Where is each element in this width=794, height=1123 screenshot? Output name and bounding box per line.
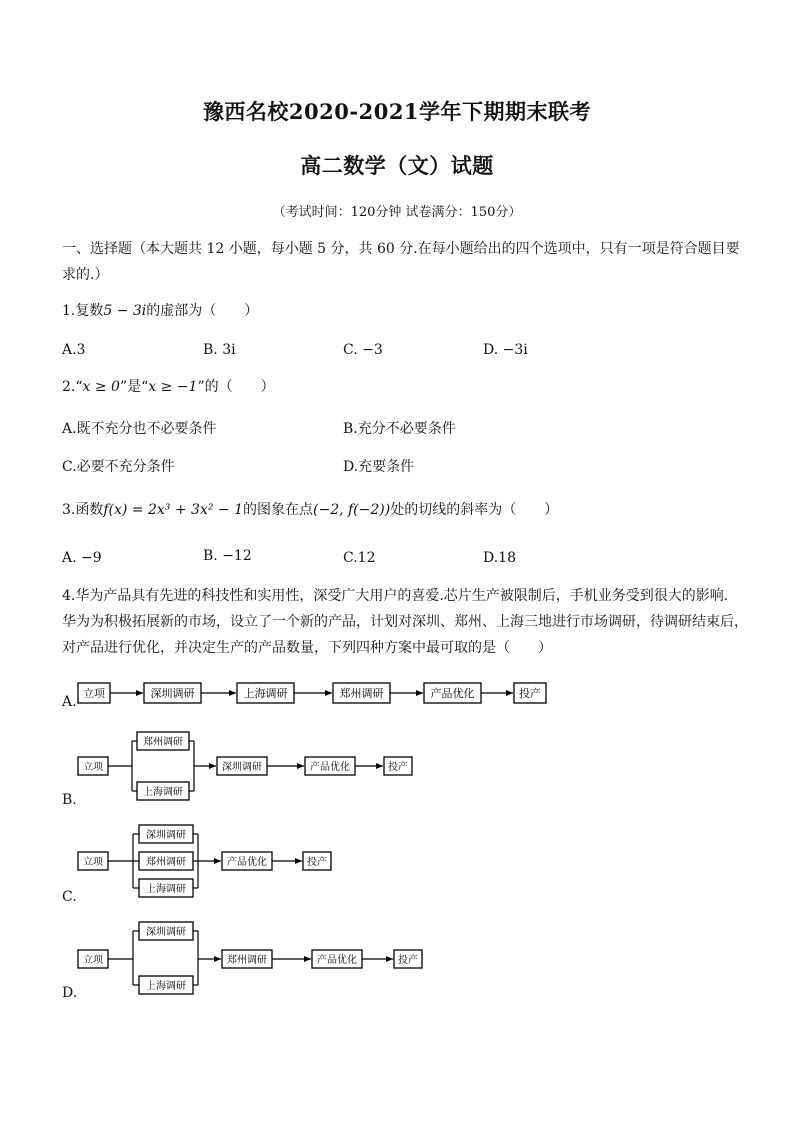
fc-b-box-1	[78, 757, 108, 775]
exam-subtitle: 高二数学（文）试题	[300, 153, 494, 178]
q4-option-c-label[interactable]: C.	[62, 889, 77, 905]
flowchart-c[interactable]	[78, 825, 331, 897]
q1-option-d[interactable]: D. −3i	[483, 342, 528, 358]
fc-b-text-6: 投产	[388, 762, 408, 773]
fc-a-text-3: 上海调研	[243, 687, 288, 700]
q4-stem-line2: 华为为积极拓展新的市场，设立了一个新的产品，计划对深圳、郑州、上海三地进行市场调研，待调研结束后，	[62, 614, 748, 630]
fc-c-text-3: 郑州调研	[146, 857, 186, 868]
q4-stem-line3: 对产品进行优化，并决定生产的产品数量，下列四种方案中最可取的是（ ）	[62, 640, 552, 656]
q4-option-d-label[interactable]: D.	[62, 985, 78, 1001]
fc-d-text-3: 上海调研	[146, 981, 186, 992]
flowchart-d[interactable]	[78, 922, 422, 994]
q2-stem-suffix: ”的（ ）	[197, 379, 275, 395]
fc-a-box-1	[78, 683, 110, 703]
fc-d-text-4: 郑州调研	[227, 955, 267, 966]
fc-b-box-3	[137, 782, 189, 800]
fc-d-box-3	[139, 976, 193, 994]
fc-a-box-2	[144, 683, 201, 703]
fc-c-text-6: 投产	[307, 857, 327, 868]
q3-point: (−2, f(−2))	[313, 502, 391, 518]
fc-b-text-3: 上海调研	[143, 787, 183, 798]
fc-c-box-3	[139, 852, 193, 870]
fc-c-box-4	[139, 879, 193, 897]
q3-option-a[interactable]: A. −9	[62, 550, 102, 566]
q1-stem-suffix: 的虚部为（ ）	[146, 303, 259, 319]
fc-b-text-2: 郑州调研	[143, 737, 183, 748]
q3-option-c[interactable]: C.12	[343, 550, 376, 566]
fc-b-box-5	[305, 757, 355, 775]
fc-b-text-1: 立项	[83, 762, 103, 773]
fc-c-text-2: 深圳调研	[146, 830, 186, 841]
fc-a-text-2: 深圳调研	[150, 687, 195, 700]
flowchart-a[interactable]	[78, 683, 546, 703]
q1-option-c[interactable]: C. −3	[343, 342, 383, 358]
q4-option-b-label[interactable]: B.	[62, 792, 77, 808]
q2-stem-mid: ”是“	[119, 379, 149, 395]
q3-stem-suffix: 处的切线的斜率为（ ）	[390, 502, 559, 518]
fc-b-text-5: 产品优化	[310, 762, 350, 773]
fc-b-box-2	[137, 732, 189, 750]
q4-option-a-label[interactable]: A.	[62, 694, 77, 710]
fc-a-box-6	[514, 683, 546, 703]
q2-option-a[interactable]: A.既不充分也不必要条件	[62, 421, 217, 437]
exam-info: （考试时间：120分钟 试卷满分：150分）	[272, 205, 522, 220]
fc-d-box-2	[139, 922, 193, 940]
fc-b-box-6	[384, 757, 412, 775]
fc-a-text-1: 立项	[83, 687, 105, 700]
section-instruction-line1: 一、选择题（本大题共 12 小题，每小题 5 分，共 60 分.在每小题给出的四个选项中，只有一项是符合题目要	[62, 241, 740, 257]
fc-a-box-4	[333, 683, 390, 703]
q2-option-c[interactable]: C.必要不充分条件	[62, 459, 175, 475]
fc-d-box-1	[78, 950, 108, 968]
exam-title: 豫西名校2020-2021学年下期期末联考	[202, 99, 592, 124]
q2-option-d[interactable]: D.充要条件	[343, 459, 415, 475]
fc-c-text-4: 上海调研	[146, 884, 186, 895]
fc-c-box-6	[303, 852, 331, 870]
fc-c-box-1	[78, 852, 108, 870]
flowchart-b[interactable]	[78, 732, 412, 800]
q2-option-b[interactable]: B.充分不必要条件	[343, 421, 456, 437]
q3-function: f(x) = 2x³ + 3x² − 1	[103, 502, 243, 518]
q1-expression: 5 − 3i	[103, 303, 147, 319]
fc-d-text-2: 深圳调研	[146, 927, 186, 938]
fc-a-text-5: 产品优化	[430, 687, 475, 700]
q3-option-b[interactable]: B. −12	[203, 548, 252, 564]
q1-option-a[interactable]: A.3	[62, 342, 86, 358]
q4-stem-line1: 4.华为产品具有先进的科技性和实用性，深受广大用户的喜爱.芯片生产被限制后，手机业务受到很大的影响.	[62, 588, 729, 604]
section-instruction-line2: 求的.）	[62, 267, 109, 283]
fc-c-box-2	[139, 825, 193, 843]
q3-stem-mid: 的图象在点	[243, 502, 313, 518]
fc-c-box-5	[222, 852, 272, 870]
fc-d-box-6	[394, 950, 422, 968]
fc-d-box-5	[312, 950, 362, 968]
fc-d-box-4	[222, 950, 272, 968]
fc-a-text-4: 郑州调研	[339, 687, 384, 700]
fc-b-box-4	[217, 757, 267, 775]
fc-a-text-6: 投产	[519, 687, 541, 700]
q2-condition-2: x ≥ −1	[148, 379, 198, 395]
q2-condition-1: x ≥ 0	[82, 379, 120, 395]
q2-stem-prefix: 2.“	[62, 379, 83, 395]
fc-c-text-5: 产品优化	[227, 857, 267, 868]
fc-d-text-1: 立项	[83, 955, 103, 966]
q1-option-b[interactable]: B. 3i	[203, 342, 236, 358]
fc-a-box-3	[237, 683, 294, 703]
q1-stem-prefix: 1.复数	[62, 303, 104, 319]
fc-b-text-4: 深圳调研	[222, 762, 262, 773]
fc-d-text-6: 投产	[398, 955, 418, 966]
fc-a-box-5	[424, 683, 481, 703]
fc-c-text-1: 立项	[83, 857, 103, 868]
fc-d-text-5: 产品优化	[317, 955, 357, 966]
q3-stem-prefix: 3.函数	[62, 502, 104, 518]
q3-option-d[interactable]: D.18	[483, 550, 516, 566]
